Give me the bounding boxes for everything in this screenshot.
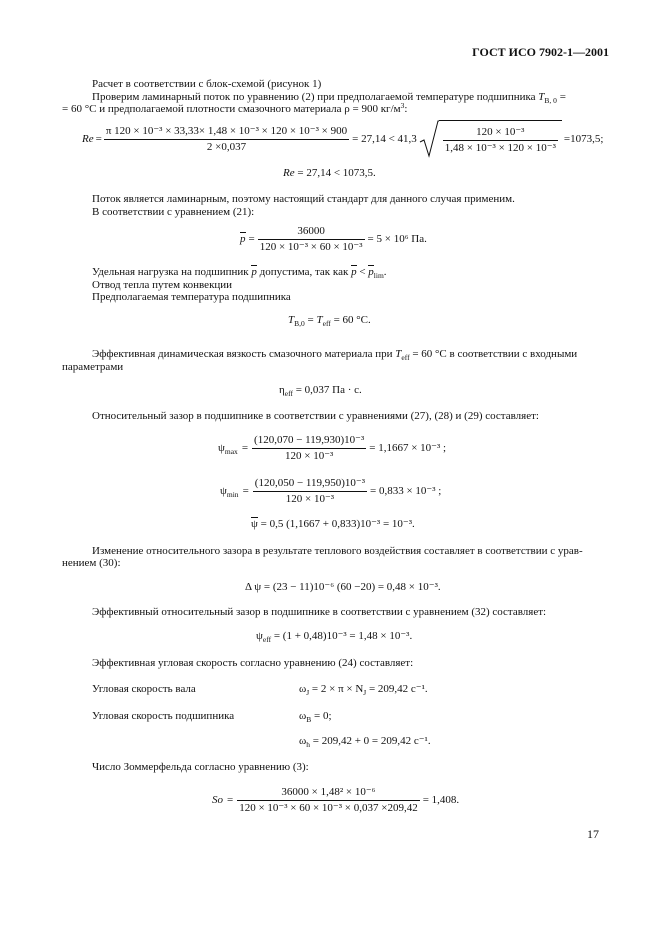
so-result: = 1,408.	[422, 794, 460, 806]
dpsi-formula: Δ ψ = (23 − 11)10⁻⁶ (60 −20) = 0,48 × 10⁻³.	[245, 581, 441, 593]
load-ok-text-2: допустима, так как	[259, 266, 349, 278]
psimin-denominator: 120 × 10⁻³	[285, 493, 335, 505]
check-line-2: = 60 °С и предполагаемой плотности смазочного материала ρ = 900 $кг/м^3$:	[62, 101, 408, 115]
visc-text-2: = 60 °С в соответствии с входными	[412, 348, 578, 360]
radical-sign-icon	[419, 120, 439, 158]
shaft-speed-label: Угловая скорость вала	[92, 683, 196, 695]
tb-formula: $T_{B,0} = T_{eff} = 60$ °С.	[288, 314, 371, 328]
visc-text: Эффективная динамическая вязкость смазочного материала при	[92, 348, 393, 360]
sqrt-numerator: 120 × 10⁻³	[443, 126, 558, 141]
p-bar-inline: p	[251, 266, 257, 278]
psimin-result: = 0,833 × 10⁻³ ;	[370, 485, 442, 497]
calc-title: Расчет в соответствии с блок-схемой (рисунок 1)	[92, 78, 322, 90]
tb-sub: B,0	[294, 319, 305, 328]
teff-symbol: T	[316, 314, 323, 326]
reynolds-formula	[82, 120, 603, 158]
document-header: ГОСТ ИСО 7902-1—2001	[472, 45, 609, 59]
tb0-symbol: T	[538, 91, 545, 103]
psibar-formula	[251, 518, 415, 531]
tb0-sub: B, 0	[544, 96, 557, 105]
so-fraction	[237, 786, 419, 815]
omega-j-value: = 2 × π × N	[311, 683, 364, 695]
eff-clear-text: Эффективный относительный зазор в подшипнике в соответствии с уравнением (32) составляет:	[92, 606, 547, 618]
equals: =	[95, 132, 102, 145]
psibar-value: = 0,5 (1,1667 + 0,833)10⁻³ = 10⁻³.	[260, 518, 415, 530]
psimax-numerator: (120,070 − 119,930)10⁻³	[252, 434, 366, 449]
heat-text: Отвод тепла путем конвекции	[92, 279, 233, 291]
omega-b-value: = 0;	[314, 710, 332, 722]
p-fraction	[258, 225, 365, 254]
psi-min-symbol: $\psi_{min}$	[220, 485, 239, 499]
page-number: 17	[587, 827, 599, 841]
eq21-text: В соответствии с уравнением (21):	[92, 206, 255, 218]
load-ok-text: Удельная нагрузка на подшипник	[92, 266, 249, 278]
sommerfeld-text: Число Зоммерфельда согласно уравнению (3):	[92, 761, 309, 773]
p-lim-symbol: p	[368, 266, 374, 278]
so-denominator: 120 × 10⁻³ × 60 × 10⁻³ × 0,037 ×209,42	[239, 802, 418, 814]
sqrt-fraction	[443, 126, 558, 155]
clearance-text: Относительный зазор в подшипнике в соответствии с уравнениями (27), (28) и (29) составляет:	[92, 410, 539, 422]
check-line-2-text: = 60 °С и предполагаемой плотности смазочного материала ρ = 900 кг/м	[62, 103, 401, 115]
psimax-result: = 1,1667 × 10⁻³ ;	[369, 442, 447, 454]
re-numerator: π 120 × 10⁻³ × 33,33× 1,48 × 10⁻³ × 120 × 10⁻³ × 900	[104, 125, 349, 140]
psieff-value: = (1 + 0,48)10⁻³ = 1,48 × 10⁻³.	[273, 630, 413, 642]
eta-value: = 0,037 Па · с.	[295, 384, 362, 396]
check-line-1-text: Проверим ламинарный поток по уравнению (2) при предполагаемой температуре подшипника	[92, 91, 536, 103]
ang-speed-text: Эффективная угловая скорость согласно уравнению (24) составляет:	[92, 657, 414, 669]
psimin-numerator: (120,050 − 119,950)10⁻³	[253, 477, 367, 492]
omega-j-sub: J	[306, 688, 310, 697]
p-bar-symbol: p	[240, 233, 246, 245]
p-denominator: 120 × 10⁻³ × 60 × 10⁻³	[259, 241, 363, 253]
change-line-2: нением (30):	[62, 557, 121, 569]
sqrt-body	[439, 120, 562, 158]
change-line-1: Изменение относительного зазора в результате теплового воздействия составляет в соответствии с урав-	[92, 545, 583, 557]
psieff-formula: $\psi_{eff} = (1 + 0,48)10^{-3} = 1,48 \times 10^{-3}$.	[256, 630, 413, 644]
tb-symbol: T	[288, 314, 295, 326]
dpsi-value: = (23 − 11)10⁻⁶ (60 −20) = 0,48 × 10⁻³.	[263, 581, 441, 593]
re-result: =1073,5;	[563, 132, 604, 145]
re-comparison-text: = 27,14 < 1073,5.	[297, 167, 376, 179]
re-comparison	[283, 167, 376, 180]
equals: =	[241, 442, 249, 454]
psimax-fraction	[252, 434, 366, 463]
omega-b-sub: B	[306, 715, 312, 724]
teff-symbol-2: T	[395, 348, 402, 360]
cube-exponent: 3	[400, 101, 405, 110]
pressure-formula	[240, 225, 427, 254]
eff-sub-2: eff	[401, 353, 410, 362]
omega-j-result: = 209,42 c⁻¹.	[368, 683, 428, 695]
psi-max-symbol: $\psi_{max}$	[218, 442, 238, 456]
omega-b-formula: $\omega_B = 0$;	[299, 710, 332, 724]
n-j-sub: J	[363, 688, 367, 697]
laminar-text: Поток является ламинарным, поэтому настоящий стандарт для данного случая применим.	[92, 193, 515, 205]
equals: =	[248, 233, 255, 245]
eff-sub: eff	[322, 319, 331, 328]
load-ok-line: Удельная нагрузка на подшипник p допустима, так как $p < p_{lim}$.	[92, 266, 387, 280]
temp-text: Предполагаемая температура подшипника	[92, 291, 291, 303]
sqrt-expression	[419, 120, 562, 158]
psimin-fraction	[253, 477, 367, 506]
so-symbol: So	[212, 794, 223, 806]
psimin-formula	[220, 477, 441, 506]
params-text: параметрами	[62, 361, 124, 373]
re-middle: = 27,14 < 41,3	[352, 132, 417, 145]
so-numerator: 36000 × 1,48² × 10⁻⁶	[237, 786, 419, 801]
check-line-1: Проверим ламинарный поток по уравнению (2) при предполагаемой температуре подшипника $T_{B, 0}$ =	[92, 91, 566, 105]
p-bar-inline-2: p	[351, 266, 357, 278]
re-symbol-2: Re	[283, 167, 295, 179]
omega-h-formula: $\omega_h = 209,42 + 0 = 209,42$ c⁻¹.	[299, 735, 431, 749]
bearing-speed-label: Угловая скорость подшипника	[92, 710, 235, 722]
re-denominator: 2 ×0,037	[206, 140, 247, 153]
equals: =	[227, 794, 234, 806]
psi-eff-sub: eff	[262, 635, 272, 644]
psimax-formula	[218, 434, 446, 463]
p-numerator: 36000	[258, 225, 365, 240]
lim-sub: lim	[373, 271, 384, 280]
tb-value: = 60 °С.	[333, 314, 371, 326]
sqrt-denominator: 1,48 × 10⁻³ × 120 × 10⁻³	[444, 142, 556, 154]
omega-h-sub: h	[306, 740, 310, 749]
p-result: = 5 × 10⁶ Па.	[367, 233, 427, 245]
re-fraction	[104, 125, 349, 154]
sommerfeld-formula	[212, 786, 459, 815]
omega-h-value: = 209,42 + 0 = 209,42 c⁻¹.	[312, 735, 431, 747]
eta-formula: $\eta_{eff} = 0,037$ Па · с.	[279, 384, 362, 398]
re-symbol: Re	[82, 132, 94, 145]
omega-j-formula: $\omega_J = 2 \times \pi \times N_J = 209,42$ c⁻¹.	[299, 683, 428, 697]
psi-bar-symbol: ψ	[251, 518, 258, 530]
psimax-denominator: 120 × 10⁻³	[284, 450, 334, 462]
equals: =	[242, 485, 249, 497]
eta-eff-sub: eff	[284, 389, 293, 398]
visc-line	[92, 348, 577, 361]
